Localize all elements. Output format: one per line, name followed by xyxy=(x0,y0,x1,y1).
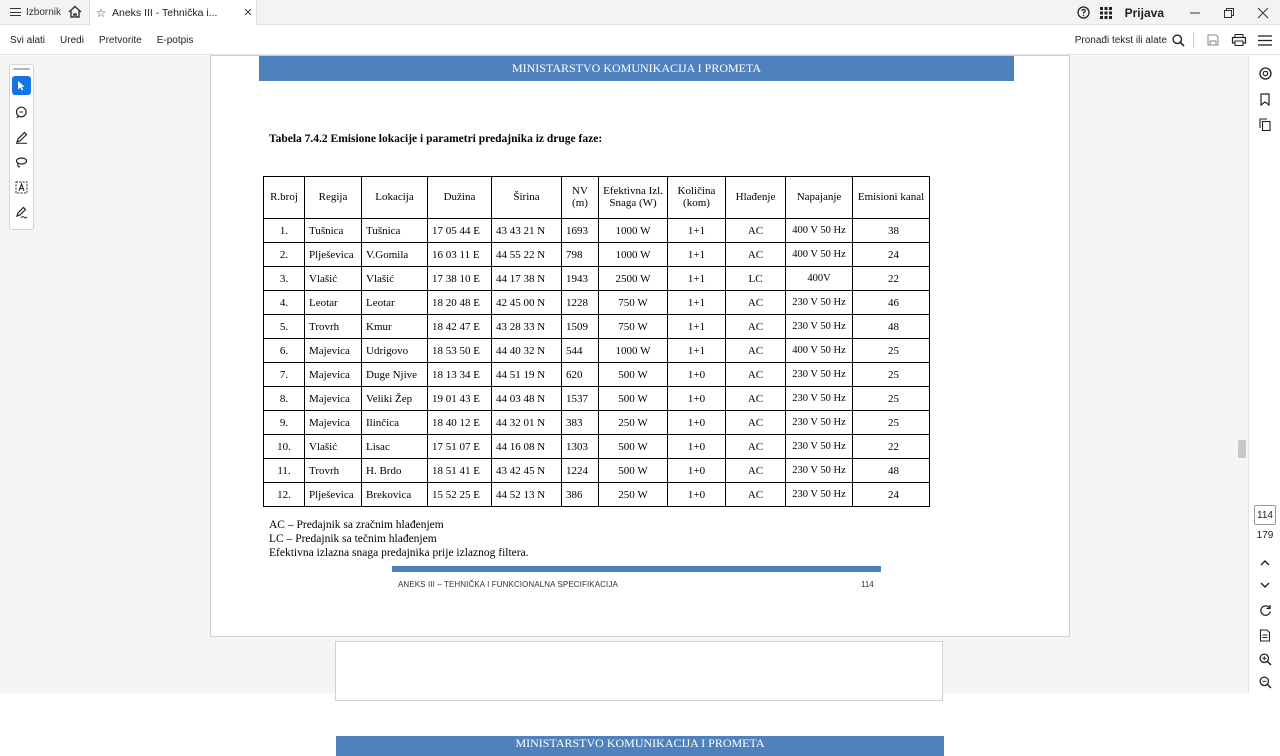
table-cell: 544 xyxy=(562,339,599,363)
more-menu-button[interactable] xyxy=(1254,29,1276,51)
panel-grip-handle[interactable] xyxy=(13,68,30,70)
table-cell: 386 xyxy=(562,483,599,507)
table-cell: 4. xyxy=(264,291,305,315)
table-row xyxy=(264,483,930,507)
select-arrow-icon xyxy=(16,80,27,91)
table-cell: Trovrh xyxy=(305,315,362,339)
table-cell: 22 xyxy=(853,267,930,291)
table-cell: 230 V 50 Hz xyxy=(786,315,853,339)
table-cell: Duge Njive xyxy=(362,363,428,387)
table-row xyxy=(264,315,930,339)
menu-e-sign[interactable]: E-potpis xyxy=(156,34,194,46)
ai-assistant-button[interactable] xyxy=(1257,65,1273,81)
table-cell: 15 52 25 E xyxy=(428,483,492,507)
pdf-page xyxy=(210,55,1070,637)
table-cell: 400 V 50 Hz xyxy=(786,243,853,267)
table-cell: 25 xyxy=(853,363,930,387)
table-cell: Kmur xyxy=(362,315,428,339)
note-line: Efektivna izlazna snaga predajnika prije izlaznog filtera. xyxy=(269,547,529,559)
copy-icon xyxy=(1259,118,1271,131)
login-button[interactable]: Prijava xyxy=(1124,5,1164,20)
table-cell: 8. xyxy=(264,387,305,411)
title-bar-right xyxy=(1073,0,1280,25)
table-cell: Trovrh xyxy=(305,459,362,483)
table-cell: AC xyxy=(726,459,786,483)
vertical-scrollbar[interactable] xyxy=(1237,56,1247,693)
table-row xyxy=(264,339,930,363)
table-cell: 48 xyxy=(853,315,930,339)
table-cell: Veliki Žep xyxy=(362,387,428,411)
document-tab-title: Aneks III - Tehnička i... xyxy=(112,6,218,19)
table-cell: 1943 xyxy=(562,267,599,291)
table-cell: 750 W xyxy=(599,315,668,339)
next-page-header-band: MINISTARSTVO KOMUNIKACIJA I PROMETA xyxy=(336,736,944,756)
table-cell: 44 32 01 N xyxy=(492,411,562,435)
document-workspace xyxy=(0,56,1280,750)
table-cell: AC xyxy=(726,219,786,243)
table-cell: Majevica xyxy=(305,339,362,363)
table-cell: 44 40 32 N xyxy=(492,339,562,363)
table-cell: 5. xyxy=(264,315,305,339)
table-cell: Vlašić xyxy=(362,267,428,291)
header-cell: Količina (kom) xyxy=(668,177,726,219)
quick-tools-panel xyxy=(9,64,34,230)
sign-icon xyxy=(15,206,28,219)
table-cell: 230 V 50 Hz xyxy=(786,291,853,315)
table-cell: H. Brdo xyxy=(362,459,428,483)
table-cell: AC xyxy=(726,483,786,507)
page-icon xyxy=(1259,629,1271,642)
table-cell: AC xyxy=(726,243,786,267)
table-cell: 17 38 10 E xyxy=(428,267,492,291)
header-cell: Napajanje xyxy=(786,177,853,219)
lasso-draw-icon xyxy=(15,156,28,169)
ai-assistant-icon xyxy=(1259,67,1272,80)
bookmark-icon xyxy=(1259,93,1271,106)
table-cell: AC xyxy=(726,435,786,459)
pen-tool[interactable] xyxy=(12,128,31,147)
header-cell: Regija xyxy=(305,177,362,219)
table-cell: 18 51 41 E xyxy=(428,459,492,483)
table-cell: Majevica xyxy=(305,387,362,411)
header-cell: Širina xyxy=(492,177,562,219)
previous-page-button[interactable] xyxy=(1257,554,1273,570)
table-cell: 1+0 xyxy=(668,435,726,459)
bookmarks-button[interactable] xyxy=(1257,91,1273,107)
table-cell: Plješevica xyxy=(305,243,362,267)
table-cell: AC xyxy=(726,363,786,387)
menu-items xyxy=(10,25,208,55)
table-cell: Brekovica xyxy=(362,483,428,507)
menu-edit[interactable]: Uredi xyxy=(60,34,84,46)
document-tab[interactable] xyxy=(89,0,257,25)
header-cell: Hlađenje xyxy=(726,177,786,219)
select-tool[interactable] xyxy=(12,76,31,95)
table-cell: 2500 W xyxy=(599,267,668,291)
find-text-button[interactable]: Pronađi tekst ili alate xyxy=(1074,34,1167,46)
main-menu-button[interactable] xyxy=(4,2,67,22)
table-row xyxy=(264,267,930,291)
next-page-button[interactable] xyxy=(1257,577,1273,593)
table-cell: 17 05 44 E xyxy=(428,219,492,243)
table-cell: 18 20 48 E xyxy=(428,291,492,315)
table-cell: 1+1 xyxy=(668,243,726,267)
table-cell: 500 W xyxy=(599,435,668,459)
table-cell: Tušnica xyxy=(305,219,362,243)
menu-right xyxy=(1075,25,1276,55)
table-row xyxy=(264,363,930,387)
minimize-button[interactable] xyxy=(1178,0,1212,25)
table-row xyxy=(264,243,930,267)
minimize-icon xyxy=(1190,8,1200,18)
table-cell: 7. xyxy=(264,363,305,387)
table-cell: 44 17 38 N xyxy=(492,267,562,291)
current-page-input[interactable]: 114 xyxy=(1254,505,1276,525)
table-cell: 250 W xyxy=(599,483,668,507)
table-cell: 230 V 50 Hz xyxy=(786,459,853,483)
table-cell: 18 13 34 E xyxy=(428,363,492,387)
table-cell: 1+1 xyxy=(668,291,726,315)
zoom-out-button[interactable] xyxy=(1257,674,1273,690)
table-cell: 16 03 11 E xyxy=(428,243,492,267)
close-window-button[interactable] xyxy=(1246,0,1280,25)
table-cell: 400V xyxy=(786,267,853,291)
table-cell: 11. xyxy=(264,459,305,483)
table-cell: 1+1 xyxy=(668,339,726,363)
page-display-button[interactable] xyxy=(1257,627,1273,643)
apps-button[interactable] xyxy=(1095,2,1117,24)
table-cell: 43 42 45 N xyxy=(492,459,562,483)
footer-page-number: 114 xyxy=(861,580,874,589)
note-line: AC – Predajnik sa zračnim hlađenjem xyxy=(269,519,444,531)
table-cell: 1+1 xyxy=(668,315,726,339)
table-cell: 1000 W xyxy=(599,243,668,267)
transmitter-table xyxy=(263,176,930,507)
help-button[interactable] xyxy=(1073,2,1095,24)
right-sidebar xyxy=(1248,56,1280,693)
table-cell: 6. xyxy=(264,339,305,363)
home-button[interactable] xyxy=(66,3,84,21)
table-cell: AC xyxy=(726,315,786,339)
restore-button[interactable] xyxy=(1212,0,1246,25)
table-cell: Majevica xyxy=(305,411,362,435)
main-menu-label: Izbornik xyxy=(26,6,62,18)
table-cell: Tušnica xyxy=(362,219,428,243)
table-cell: 18 40 12 E xyxy=(428,411,492,435)
close-tab-icon[interactable]: ✕ xyxy=(243,7,253,19)
table-title: Tabela 7.4.2 Emisione lokacije i parametri predajnika iz druge faze: xyxy=(269,133,603,145)
table-cell: 400 V 50 Hz xyxy=(786,339,853,363)
comment-icon xyxy=(15,106,28,119)
copy-pages-button[interactable] xyxy=(1257,116,1273,132)
table-cell: 3. xyxy=(264,267,305,291)
save-button[interactable] xyxy=(1202,29,1224,51)
table-cell: 1537 xyxy=(562,387,599,411)
table-cell: 1+1 xyxy=(668,267,726,291)
header-cell: Efektivna Izl. Snaga (W) xyxy=(599,177,668,219)
table-cell: 1000 W xyxy=(599,219,668,243)
print-button[interactable] xyxy=(1228,29,1250,51)
note-line: LC – Predajnik sa tečnim hlađenjem xyxy=(269,533,437,545)
table-cell: 1. xyxy=(264,219,305,243)
table-cell: 620 xyxy=(562,363,599,387)
table-cell: 383 xyxy=(562,411,599,435)
table-row xyxy=(264,219,930,243)
table-cell: 500 W xyxy=(599,459,668,483)
close-icon xyxy=(1258,8,1268,18)
table-cell: AC xyxy=(726,411,786,435)
text-select-tool[interactable] xyxy=(12,178,31,197)
table-header-row xyxy=(264,177,930,219)
menu-separator xyxy=(1193,32,1194,48)
chevron-up-icon xyxy=(1260,559,1270,566)
table-cell: 44 52 13 N xyxy=(492,483,562,507)
table-cell: 18 42 47 E xyxy=(428,315,492,339)
table-row xyxy=(264,435,930,459)
table-notes xyxy=(269,518,529,560)
table-cell: 500 W xyxy=(599,387,668,411)
table-cell: 1+0 xyxy=(668,363,726,387)
table-cell: 230 V 50 Hz xyxy=(786,387,853,411)
table-cell: 1+0 xyxy=(668,483,726,507)
table-cell: 500 W xyxy=(599,363,668,387)
sign-tool[interactable] xyxy=(12,203,31,222)
table-row xyxy=(264,291,930,315)
print-icon xyxy=(1232,34,1246,46)
table-cell: 42 45 00 N xyxy=(492,291,562,315)
table-cell: 230 V 50 Hz xyxy=(786,411,853,435)
table-cell: 12. xyxy=(264,483,305,507)
table-cell: AC xyxy=(726,387,786,411)
menu-convert[interactable]: Pretvorite xyxy=(98,34,142,46)
chevron-down-icon xyxy=(1260,582,1270,589)
header-cell: Lokacija xyxy=(362,177,428,219)
table-cell: Leotar xyxy=(362,291,428,315)
table-cell: 1000 W xyxy=(599,339,668,363)
table-cell: Majevica xyxy=(305,363,362,387)
table-cell: 22 xyxy=(853,435,930,459)
search-icon[interactable] xyxy=(1172,34,1185,47)
table-row xyxy=(264,387,930,411)
zoom-in-button[interactable] xyxy=(1257,651,1273,667)
table-cell: 1303 xyxy=(562,435,599,459)
title-bar xyxy=(0,0,1280,25)
table-body xyxy=(264,219,930,507)
table-cell: 24 xyxy=(853,243,930,267)
table-cell: Udrigovo xyxy=(362,339,428,363)
table-cell: 43 43 21 N xyxy=(492,219,562,243)
table-cell: 9. xyxy=(264,411,305,435)
table-cell: 1693 xyxy=(562,219,599,243)
menu-bar xyxy=(0,25,1280,55)
table-cell: 19 01 43 E xyxy=(428,387,492,411)
table-cell: 10. xyxy=(264,435,305,459)
header-cell: R.broj xyxy=(264,177,305,219)
table-cell: 25 xyxy=(853,339,930,363)
table-cell: 1+0 xyxy=(668,387,726,411)
table-cell: Ilinčica xyxy=(362,411,428,435)
save-icon xyxy=(1207,34,1219,46)
table-cell: AC xyxy=(726,291,786,315)
draw-tool[interactable] xyxy=(12,153,31,172)
star-icon[interactable]: ☆ xyxy=(95,5,107,20)
table-cell: 25 xyxy=(853,411,930,435)
hamburger-icon xyxy=(10,8,21,16)
table-cell: 2. xyxy=(264,243,305,267)
home-icon xyxy=(66,3,84,21)
table-cell: 43 28 33 N xyxy=(492,315,562,339)
text-select-icon xyxy=(15,181,28,194)
table-cell: 17 51 07 E xyxy=(428,435,492,459)
rotate-button[interactable] xyxy=(1257,602,1273,618)
table-cell: Leotar xyxy=(305,291,362,315)
table-row xyxy=(264,459,930,483)
table-row xyxy=(264,411,930,435)
footer-band xyxy=(392,566,881,572)
table-cell: 44 51 19 N xyxy=(492,363,562,387)
table-cell: 38 xyxy=(853,219,930,243)
header-cell: NV (m) xyxy=(562,177,599,219)
restore-icon xyxy=(1224,8,1234,18)
total-pages: 179 xyxy=(1256,530,1274,541)
table-cell: Vlašić xyxy=(305,435,362,459)
apps-grid-icon xyxy=(1100,7,1112,19)
hamburger-icon xyxy=(1258,35,1272,46)
table-cell: 1228 xyxy=(562,291,599,315)
header-cell: Dužina xyxy=(428,177,492,219)
pdf-next-page xyxy=(335,641,943,750)
table-cell: 25 xyxy=(853,387,930,411)
table-cell: 44 16 08 N xyxy=(492,435,562,459)
table-cell: 1+0 xyxy=(668,459,726,483)
table-cell: Lisac xyxy=(362,435,428,459)
header-cell: Emisioni kanal xyxy=(853,177,930,219)
table-cell: 400 V 50 Hz xyxy=(786,219,853,243)
table-cell: 1224 xyxy=(562,459,599,483)
table-cell: 18 53 50 E xyxy=(428,339,492,363)
table-cell: 230 V 50 Hz xyxy=(786,435,853,459)
help-icon xyxy=(1077,6,1090,19)
table-cell: AC xyxy=(726,339,786,363)
footer-text: ANEKS III – TEHNIČKA I FUNKCIONALNA SPECIFIKACIJA xyxy=(398,580,618,589)
table-cell: Plješevica xyxy=(305,483,362,507)
menu-all-tools[interactable]: Svi alati xyxy=(10,34,46,46)
table-cell: 46 xyxy=(853,291,930,315)
table-cell: 230 V 50 Hz xyxy=(786,363,853,387)
table-cell: 230 V 50 Hz xyxy=(786,483,853,507)
pen-icon xyxy=(15,131,28,144)
table-cell: 1509 xyxy=(562,315,599,339)
table-cell: 1+1 xyxy=(668,219,726,243)
scrollbar-thumb[interactable] xyxy=(1238,440,1246,458)
zoom-out-icon xyxy=(1259,676,1272,689)
zoom-in-icon xyxy=(1259,653,1272,666)
table-cell: V.Gomila xyxy=(362,243,428,267)
table-cell: 48 xyxy=(853,459,930,483)
table-cell: Vlašić xyxy=(305,267,362,291)
table-cell: 44 55 22 N xyxy=(492,243,562,267)
page-header-band: MINISTARSTVO KOMUNIKACIJA I PROMETA xyxy=(259,56,1014,81)
refresh-icon xyxy=(1259,604,1272,617)
table-cell: 250 W xyxy=(599,411,668,435)
comment-tool[interactable] xyxy=(12,103,31,122)
table-cell: LC xyxy=(726,267,786,291)
table-cell: 44 03 48 N xyxy=(492,387,562,411)
table-cell: 798 xyxy=(562,243,599,267)
table-cell: 24 xyxy=(853,483,930,507)
table-cell: 750 W xyxy=(599,291,668,315)
table-cell: 1+0 xyxy=(668,411,726,435)
